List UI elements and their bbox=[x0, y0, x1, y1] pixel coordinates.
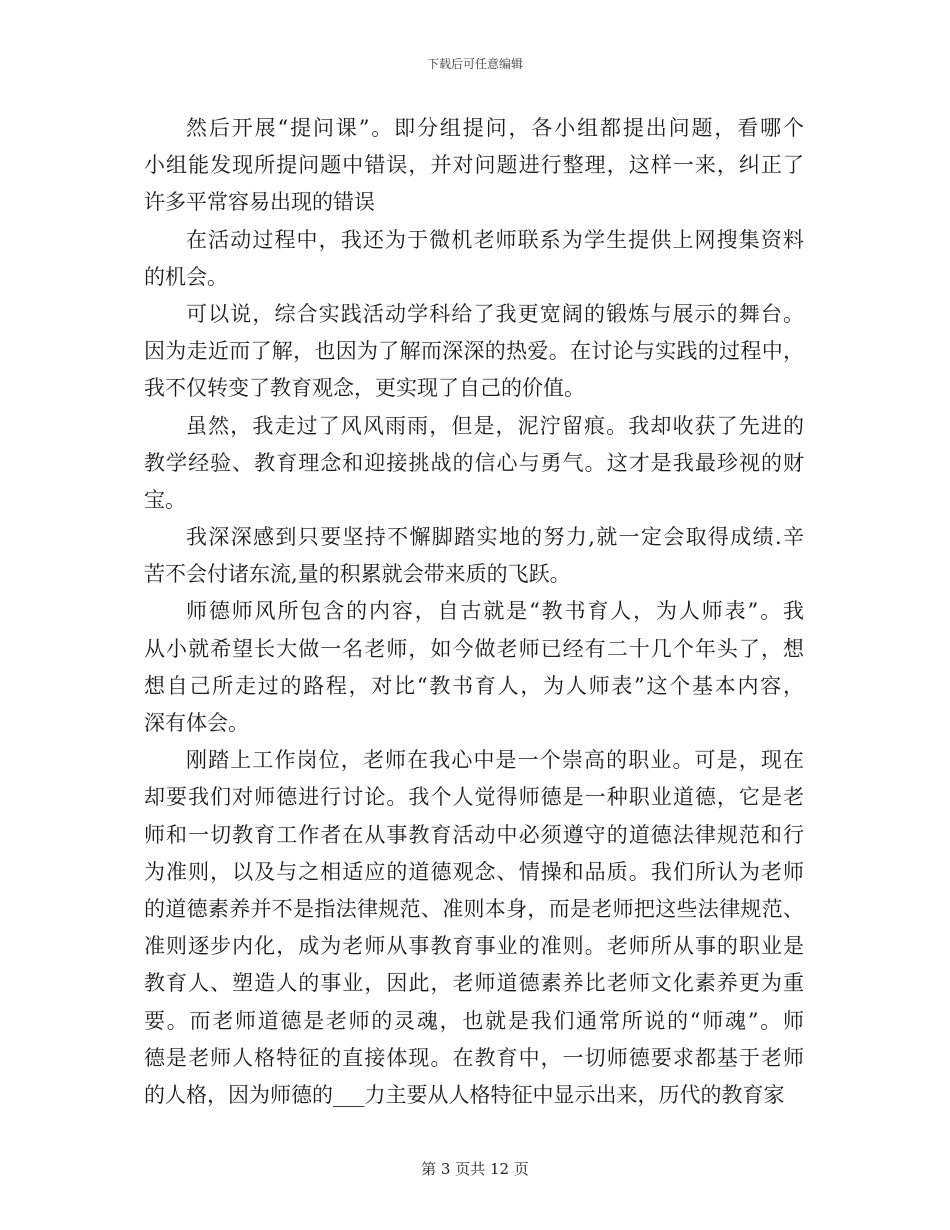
text-line: 苦不会付诸东流,量的积累就会带来质的飞跃。 bbox=[144, 562, 571, 587]
text-line: 然后开展“提问课”。即分组提问，各小组都提出问题，看哪个 bbox=[186, 116, 806, 140]
text-line: 我不仅转变了教育观念，更实现了自己的价值。 bbox=[144, 376, 585, 401]
text-line: 师和一切教育工作者在从事教育活动中必须遵守的道德法律规范和行 bbox=[144, 822, 806, 847]
text-line: 要。而老师道德是老师的灵魂，也就是我们通常所说的“师魂”。师 bbox=[144, 1008, 806, 1033]
text-line: 师德师风所包含的内容，自古就是“教书育人，为人师表”。我 bbox=[186, 599, 806, 624]
text-line: 宝。 bbox=[144, 487, 186, 512]
text-line: 却要我们对师德进行讨论。我个人觉得师德是一种职业道德，它是老 bbox=[144, 785, 806, 810]
text-line: 准则逐步内化，成为老师从事教育事业的准则。老师所从事的职业是 bbox=[144, 934, 806, 959]
text-line: 许多平常容易出现的错误 bbox=[144, 190, 375, 215]
text-line: 德是老师人格特征的直接体现。在教育中，一切师德要求都基于老师 bbox=[144, 1045, 806, 1070]
text-line: 想自己所走过的路程，对比“教书育人，为人师表”这个基本内容， bbox=[144, 673, 806, 698]
text-line: 我深深感到只要坚持不懈脚踏实地的努力,就一定会取得成绩.辛 bbox=[186, 525, 806, 550]
text-line: 为准则，以及与之相适应的道德观念、情操和品质。我们所认为老师 bbox=[144, 859, 806, 884]
text-line: 从小就希望长大做一名老师，如今做老师已经有二十几个年头了，想 bbox=[144, 636, 806, 661]
text-line: 因为走近而了解，也因为了解而深深的热爱。在讨论与实践的过程中， bbox=[144, 339, 805, 364]
text-line: 深有体会。 bbox=[144, 711, 249, 735]
text-line: 刚踏上工作岗位，老师在我心中是一个崇高的职业。可是，现在 bbox=[186, 748, 806, 773]
text-line: 小组能发现所提问题中错误，并对问题进行整理，这样一来，纠正了 bbox=[144, 153, 806, 178]
page-header: 下载后可任意编辑 bbox=[426, 57, 523, 71]
text-line: 的道德素养并不是指法律规范、准则本身，而是老师把这些法律规范、 bbox=[144, 896, 805, 921]
text-line: 在活动过程中，我还为于微机老师联系为学生提供上网搜集资料 bbox=[186, 227, 806, 252]
text-line: 教育人、塑造人的事业，因此，老师道德素养比老师文化素养更为重 bbox=[144, 971, 806, 996]
text-line: 可以说，综合实践活动学科给了我更宽阔的锻炼与展示的舞台。 bbox=[186, 301, 806, 326]
text-line: 教学经验、教育理念和迎接挑战的信心与勇气。这才是我最珍视的财 bbox=[144, 450, 806, 475]
page-footer: 第 3 页共 12 页 bbox=[421, 1160, 529, 1178]
text-line: 的人格，因为师德的___力主要从人格特征中显示出来，历代的教育家 bbox=[144, 1082, 785, 1107]
text-line: 的机会。 bbox=[144, 264, 228, 289]
document-body bbox=[144, 110, 804, 1114]
text-line: 虽然，我走过了风风雨雨，但是，泥泞留痕。我却收获了先进的 bbox=[186, 413, 806, 438]
